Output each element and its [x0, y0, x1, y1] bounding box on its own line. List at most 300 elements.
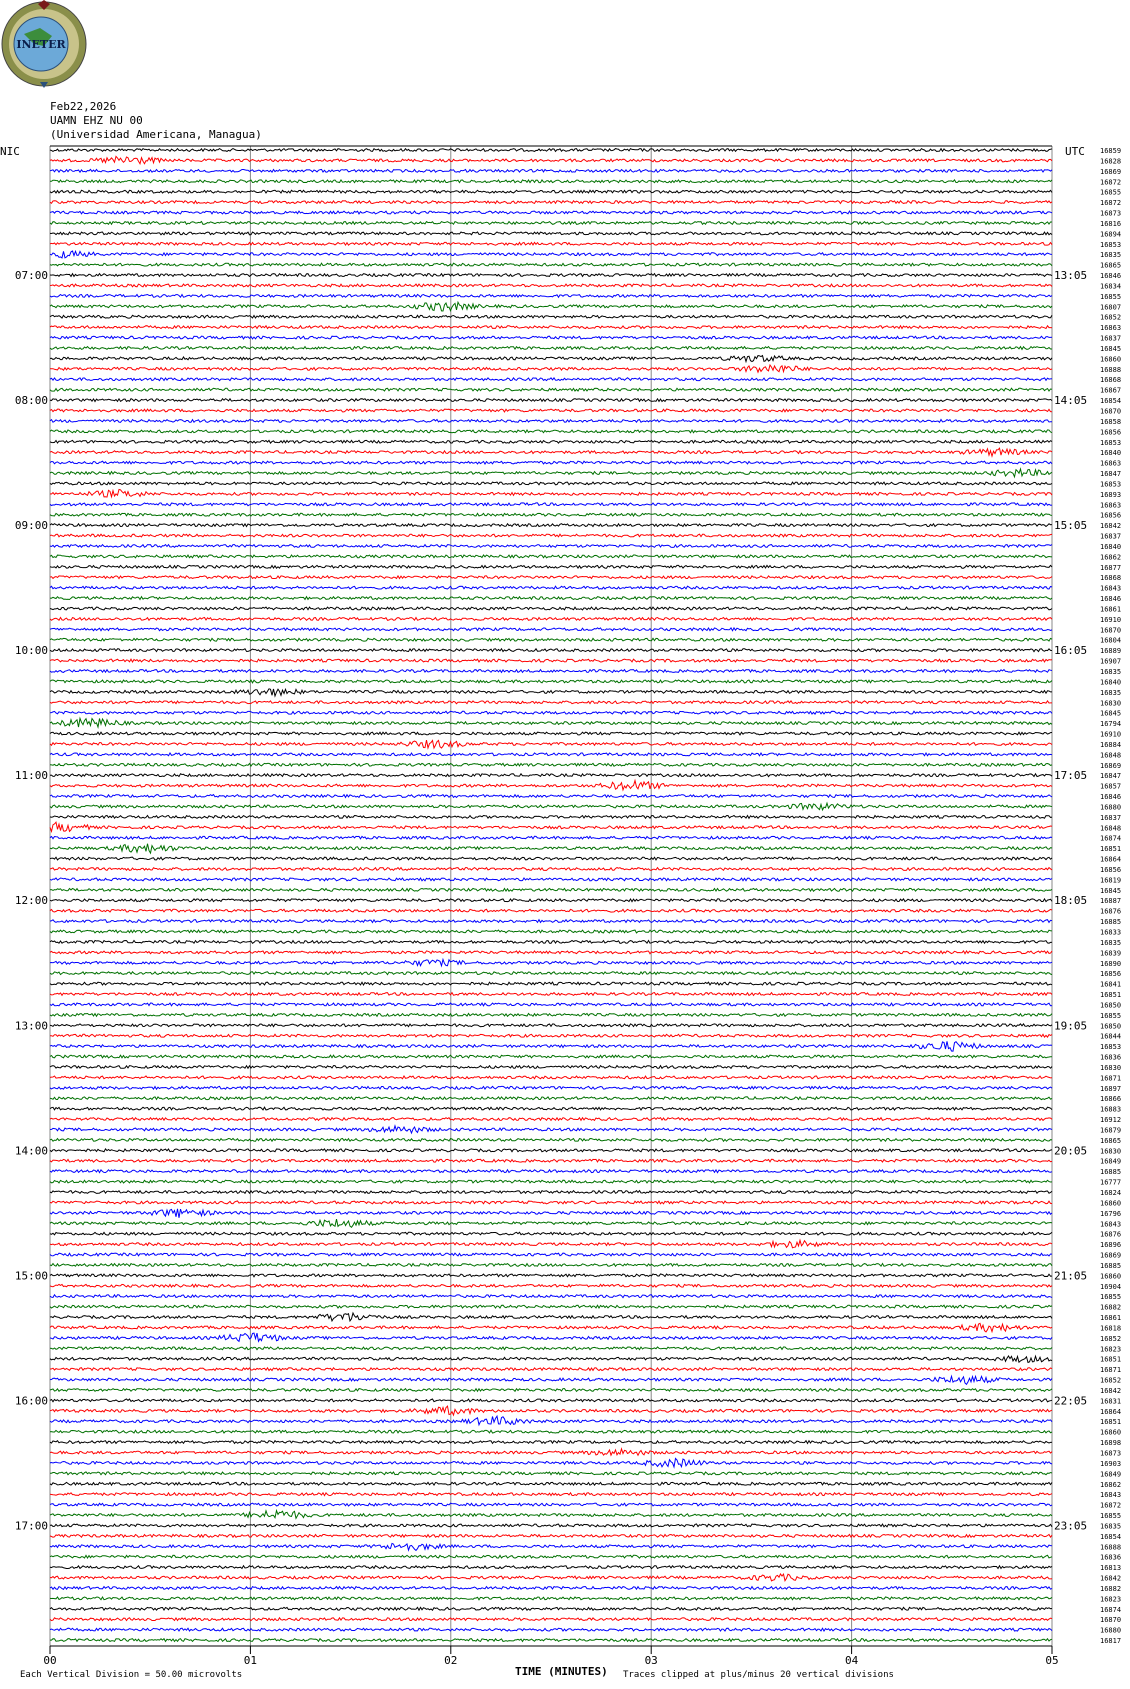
trace-amplitude-label: 16870 [1100, 407, 1122, 416]
trace-116 [50, 1347, 1052, 1350]
right-zone-label: UTC [1065, 145, 1085, 158]
trace-133 [50, 1524, 1052, 1527]
trace-amplitude-label: 16818 [1100, 1324, 1122, 1333]
trace-25 [50, 399, 1052, 402]
trace-amplitude-label: 16894 [1100, 230, 1122, 239]
trace-amplitude-label: 16856 [1100, 865, 1122, 874]
trace-amplitude-label: 16840 [1100, 678, 1122, 687]
trace-amplitude-label: 16885 [1100, 1261, 1122, 1270]
left-time-label: 17:00 [14, 1519, 48, 1533]
trace-amplitude-label: 16845 [1100, 709, 1122, 718]
right-time-label: 14:05 [1054, 394, 1088, 408]
right-time-label: 22:05 [1054, 1394, 1088, 1408]
trace-101 [50, 1191, 1052, 1194]
right-time-label: 18:05 [1054, 894, 1088, 908]
trace-39 [50, 545, 1052, 548]
trace-41 [50, 565, 1052, 568]
trace-amplitude-label: 16870 [1100, 626, 1122, 635]
trace-amplitude-label: 16842 [1100, 1574, 1122, 1583]
trace-amplitude-label: 16856 [1100, 970, 1122, 979]
trace-112 [50, 1305, 1052, 1308]
trace-85 [50, 1024, 1052, 1027]
x-tick-label-00: 00 [43, 1654, 57, 1668]
trace-amplitude-label: 16855 [1100, 1512, 1122, 1521]
trace-40 [50, 555, 1052, 558]
trace-51 [50, 670, 1052, 673]
trace-36 [50, 513, 1052, 516]
trace-amplitude-label: 16834 [1100, 282, 1122, 291]
trace-127 [50, 1458, 1052, 1467]
header-location: (Universidad Americana, Managua) [50, 128, 262, 141]
trace-amplitude-label: 16880 [1100, 1626, 1122, 1635]
trace-amplitude-label: 16896 [1100, 1241, 1122, 1250]
trace-amplitude-label: 16873 [1100, 1449, 1122, 1458]
trace-amplitude-label: 16835 [1100, 1522, 1122, 1531]
trace-143 [50, 1628, 1052, 1631]
trace-amplitude-label: 16843 [1100, 1220, 1122, 1229]
trace-amplitude-label: 16840 [1100, 449, 1122, 458]
trace-amplitude-label: 16903 [1100, 1459, 1122, 1468]
trace-37 [50, 524, 1052, 527]
trace-amplitude-label: 16851 [1100, 1355, 1122, 1364]
trace-amplitude-label: 16904 [1100, 1282, 1122, 1291]
trace-amplitude-label: 16837 [1100, 532, 1122, 541]
trace-30 [50, 448, 1052, 456]
x-tick-label-03: 03 [644, 1654, 658, 1668]
trace-52 [50, 680, 1052, 683]
left-time-label: 12:00 [14, 894, 48, 908]
trace-amplitude-label: 16842 [1100, 1386, 1122, 1395]
trace-111 [50, 1295, 1052, 1298]
trace-21 [50, 356, 1052, 362]
trace-89 [50, 1066, 1052, 1069]
trace-113 [50, 1313, 1052, 1321]
trace-100 [50, 1180, 1052, 1183]
trace-amplitude-label: 16844 [1100, 1032, 1122, 1041]
trace-amplitude-label: 16850 [1100, 1001, 1122, 1010]
trace-amplitude-label: 16880 [1100, 803, 1122, 812]
trace-124 [50, 1430, 1052, 1433]
trace-amplitude-label: 16831 [1100, 1397, 1122, 1406]
trace-amplitude-label: 16847 [1100, 772, 1122, 781]
trace-65 [50, 816, 1052, 819]
left-time-label: 10:00 [14, 644, 48, 658]
x-tick-label-04: 04 [844, 1654, 859, 1668]
trace-amplitude-label: 16864 [1100, 855, 1122, 864]
left-time-label: 07:00 [14, 269, 48, 283]
trace-amplitude-label: 16804 [1100, 636, 1122, 645]
trace-amplitude-label: 16866 [1100, 1095, 1122, 1104]
trace-amplitude-label: 16842 [1100, 522, 1122, 531]
trace-amplitude-label: 16855 [1100, 188, 1122, 197]
trace-amplitude-label: 16836 [1100, 1553, 1122, 1562]
trace-amplitude-label: 16890 [1100, 959, 1122, 968]
trace-amplitude-label: 16872 [1100, 1501, 1122, 1510]
trace-75 [50, 920, 1052, 923]
trace-141 [50, 1607, 1052, 1610]
trace-24 [50, 388, 1052, 391]
trace-26 [50, 409, 1052, 412]
trace-86 [50, 1034, 1052, 1037]
trace-amplitude-label: 16889 [1100, 647, 1122, 656]
trace-amplitude-label: 16845 [1100, 886, 1122, 895]
left-time-label: 16:00 [14, 1394, 48, 1408]
trace-amplitude-label: 16833 [1100, 928, 1122, 937]
trace-44 [50, 597, 1052, 600]
trace-amplitude-label: 16854 [1100, 1532, 1122, 1541]
trace-18 [50, 326, 1052, 329]
trace-amplitude-label: 16830 [1100, 1147, 1122, 1156]
trace-amplitude-label: 16912 [1100, 1116, 1122, 1125]
trace-amplitude-label: 16856 [1100, 428, 1122, 437]
trace-123 [50, 1416, 1052, 1425]
trace-120 [50, 1389, 1052, 1392]
trace-70 [50, 868, 1052, 871]
trace-144 [50, 1639, 1052, 1642]
trace-amplitude-label: 16823 [1100, 1595, 1122, 1604]
trace-140 [50, 1597, 1052, 1600]
trace-10 [50, 242, 1052, 245]
trace-71 [50, 878, 1052, 881]
trace-amplitude-label: 16848 [1100, 751, 1122, 760]
trace-8 [50, 222, 1052, 225]
trace-15 [50, 295, 1052, 298]
trace-amplitude-label: 16830 [1100, 699, 1122, 708]
x-tick-label-01: 01 [243, 1654, 258, 1668]
trace-amplitude-label: 16823 [1100, 1345, 1122, 1354]
left-time-label: 15:00 [14, 1269, 48, 1283]
trace-amplitude-label: 16863 [1100, 501, 1122, 510]
trace-91 [50, 1086, 1052, 1089]
trace-amplitude-label: 16885 [1100, 918, 1122, 927]
trace-amplitude-label: 16849 [1100, 1157, 1122, 1166]
trace-amplitude-label: 16854 [1100, 397, 1122, 406]
trace-53 [50, 689, 1052, 696]
trace-121 [50, 1399, 1052, 1402]
trace-34 [50, 490, 1052, 498]
trace-78 [50, 951, 1052, 954]
trace-amplitude-label: 16862 [1100, 553, 1122, 562]
trace-142 [50, 1618, 1052, 1621]
trace-amplitude-label: 16865 [1100, 261, 1122, 270]
trace-amplitude-label: 16860 [1100, 1272, 1122, 1281]
right-time-label: 20:05 [1054, 1144, 1088, 1158]
trace-amplitude-label: 16893 [1100, 490, 1122, 499]
trace-amplitude-label: 16850 [1100, 1022, 1122, 1031]
trace-136 [50, 1555, 1052, 1558]
trace-97 [50, 1149, 1052, 1152]
trace-19 [50, 336, 1052, 339]
trace-84 [50, 1014, 1052, 1017]
trace-12 [50, 263, 1052, 266]
trace-amplitude-label: 16777 [1100, 1178, 1122, 1187]
trace-amplitude-label: 16872 [1100, 199, 1122, 208]
trace-amplitude-label: 16837 [1100, 813, 1122, 822]
trace-69 [50, 857, 1052, 860]
trace-amplitude-label: 16855 [1100, 1011, 1122, 1020]
trace-amplitude-label: 16853 [1100, 240, 1122, 249]
trace-amplitude-label: 16869 [1100, 1251, 1122, 1260]
x-tick-label-05: 05 [1045, 1654, 1059, 1668]
trace-amplitude-label: 16882 [1100, 1303, 1122, 1312]
trace-129 [50, 1482, 1052, 1485]
trace-47 [50, 628, 1052, 631]
trace-5 [50, 190, 1052, 193]
trace-35 [50, 503, 1052, 506]
left-time-label: 14:00 [14, 1144, 48, 1158]
trace-amplitude-label: 16851 [1100, 1418, 1122, 1427]
trace-amplitude-label: 16846 [1100, 793, 1122, 802]
trace-amplitude-label: 16852 [1100, 313, 1122, 322]
scale-note: Each Vertical Division = 50.00 microvolts [20, 1670, 243, 1680]
trace-amplitude-label: 16851 [1100, 845, 1122, 854]
header-station: UAMN EHZ NU 00 [50, 114, 143, 127]
trace-amplitude-label: 16847 [1100, 470, 1122, 479]
trace-66 [50, 822, 1052, 831]
trace-amplitude-label: 16843 [1100, 584, 1122, 593]
trace-29 [50, 440, 1052, 443]
trace-amplitude-label: 16861 [1100, 605, 1122, 614]
trace-amplitude-label: 16887 [1100, 897, 1122, 906]
trace-32 [50, 469, 1052, 477]
trace-amplitude-label: 16859 [1100, 147, 1122, 155]
trace-amplitude-label: 16860 [1100, 355, 1122, 364]
trace-amplitude-label: 16857 [1100, 782, 1122, 791]
trace-87 [50, 1041, 1052, 1051]
trace-amplitude-label: 16888 [1100, 1543, 1122, 1552]
trace-amplitude-label: 16853 [1100, 438, 1122, 447]
trace-95 [50, 1126, 1052, 1133]
trace-3 [50, 169, 1052, 172]
trace-72 [50, 888, 1052, 891]
trace-109 [50, 1274, 1052, 1277]
trace-115 [50, 1333, 1052, 1341]
trace-amplitude-label: 16871 [1100, 1074, 1122, 1083]
trace-138 [50, 1574, 1052, 1581]
trace-80 [50, 972, 1052, 975]
trace-88 [50, 1055, 1052, 1058]
trace-79 [50, 960, 1052, 966]
trace-56 [50, 718, 1052, 727]
trace-amplitude-label: 16848 [1100, 824, 1122, 833]
trace-28 [50, 430, 1052, 433]
trace-amplitude-label: 16858 [1100, 417, 1122, 426]
trace-77 [50, 941, 1052, 944]
right-time-label: 16:05 [1054, 644, 1088, 658]
trace-amplitude-label: 16819 [1100, 876, 1122, 885]
right-time-label: 15:05 [1054, 519, 1088, 533]
x-tick-label-02: 02 [444, 1654, 458, 1668]
left-time-label: 08:00 [14, 394, 48, 408]
trace-33 [50, 482, 1052, 485]
left-zone-label: NIC [0, 145, 20, 158]
trace-amplitude-label: 16910 [1100, 730, 1122, 739]
trace-amplitude-label: 16853 [1100, 480, 1122, 489]
trace-17 [50, 315, 1052, 318]
trace-73 [50, 899, 1052, 902]
trace-amplitude-label: 16882 [1100, 1584, 1122, 1593]
trace-amplitude-label: 16807 [1100, 303, 1122, 312]
trace-55 [50, 711, 1052, 714]
trace-amplitude-label: 16868 [1100, 574, 1122, 583]
trace-131 [50, 1503, 1052, 1506]
trace-108 [50, 1264, 1052, 1267]
trace-amplitude-label: 16839 [1100, 949, 1122, 958]
trace-amplitude-label: 16840 [1100, 542, 1122, 551]
trace-amplitude-label: 16879 [1100, 1126, 1122, 1135]
trace-82 [50, 993, 1052, 996]
trace-20 [50, 347, 1052, 350]
right-time-label: 21:05 [1054, 1269, 1088, 1283]
trace-amplitude-label: 16852 [1100, 1334, 1122, 1343]
x-axis-label: TIME (MINUTES) [515, 1665, 608, 1678]
trace-74 [50, 909, 1052, 912]
trace-amplitude-label: 16862 [1100, 1480, 1122, 1489]
trace-amplitude-label: 16851 [1100, 991, 1122, 1000]
trace-96 [50, 1139, 1052, 1142]
trace-amplitude-label: 16876 [1100, 907, 1122, 916]
trace-118 [50, 1368, 1052, 1371]
trace-amplitude-label: 16869 [1100, 761, 1122, 770]
trace-110 [50, 1284, 1052, 1287]
left-time-label: 13:00 [14, 1019, 48, 1033]
trace-2 [50, 156, 1052, 163]
trace-45 [50, 607, 1052, 610]
trace-119 [50, 1376, 1052, 1384]
trace-59 [50, 753, 1052, 756]
trace-16 [50, 302, 1052, 311]
trace-93 [50, 1107, 1052, 1110]
trace-amplitude-label: 16835 [1100, 251, 1122, 260]
trace-130 [50, 1493, 1052, 1496]
header-date: Feb22,2026 [50, 100, 117, 113]
trace-amplitude-label: 16874 [1100, 834, 1122, 843]
trace-22 [50, 365, 1052, 372]
logo-text: INETER [16, 38, 66, 51]
trace-98 [50, 1159, 1052, 1162]
trace-amplitude-label: 16837 [1100, 334, 1122, 343]
trace-42 [50, 576, 1052, 579]
trace-6 [50, 201, 1052, 204]
trace-128 [50, 1472, 1052, 1475]
trace-amplitude-label: 16860 [1100, 1199, 1122, 1208]
trace-4 [50, 180, 1052, 183]
trace-94 [50, 1118, 1052, 1121]
trace-amplitude-label: 16852 [1100, 1376, 1122, 1385]
trace-92 [50, 1097, 1052, 1100]
trace-67 [50, 836, 1052, 839]
trace-amplitude-label: 16861 [1100, 1314, 1122, 1323]
trace-61 [50, 774, 1052, 777]
trace-amplitude-label: 16897 [1100, 1084, 1122, 1093]
trace-amplitude-label: 16907 [1100, 657, 1122, 666]
trace-107 [50, 1253, 1052, 1256]
trace-27 [50, 420, 1052, 423]
trace-amplitude-label: 16872 [1100, 178, 1122, 187]
trace-135 [50, 1543, 1052, 1550]
trace-62 [50, 781, 1052, 790]
trace-134 [50, 1535, 1052, 1538]
trace-132 [50, 1511, 1052, 1519]
trace-amplitude-label: 16883 [1100, 1105, 1122, 1114]
trace-99 [50, 1170, 1052, 1173]
trace-amplitude-label: 16870 [1100, 1616, 1122, 1625]
trace-106 [50, 1240, 1052, 1248]
trace-11 [50, 251, 1052, 258]
trace-amplitude-label: 16817 [1100, 1637, 1122, 1646]
trace-amplitude-label: 16813 [1100, 1564, 1122, 1573]
trace-amplitude-label: 16830 [1100, 1063, 1122, 1072]
trace-117 [50, 1356, 1052, 1363]
trace-9 [50, 232, 1052, 235]
trace-amplitude-label: 16828 [1100, 157, 1122, 166]
trace-amplitude-label: 16877 [1100, 563, 1122, 572]
trace-amplitude-label: 16824 [1100, 1189, 1122, 1197]
trace-49 [50, 649, 1052, 652]
trace-103 [50, 1209, 1052, 1218]
trace-48 [50, 638, 1052, 641]
trace-amplitude-label: 16836 [1100, 1053, 1122, 1062]
trace-68 [50, 844, 1052, 853]
trace-1 [50, 149, 1052, 152]
trace-amplitude-label: 16794 [1100, 720, 1122, 729]
right-time-label: 13:05 [1054, 269, 1088, 283]
trace-amplitude-label: 16856 [1100, 511, 1122, 520]
trace-54 [50, 701, 1052, 704]
trace-64 [50, 803, 1052, 810]
right-time-label: 19:05 [1054, 1019, 1088, 1033]
trace-46 [50, 618, 1052, 621]
right-time-label: 23:05 [1054, 1519, 1088, 1533]
trace-amplitude-label: 16910 [1100, 615, 1122, 624]
trace-13 [50, 274, 1052, 277]
trace-38 [50, 534, 1052, 537]
trace-23 [50, 378, 1052, 381]
trace-104 [50, 1219, 1052, 1227]
right-time-label: 17:05 [1054, 769, 1088, 783]
trace-amplitude-label: 16869 [1100, 167, 1122, 176]
trace-amplitude-label: 16846 [1100, 595, 1122, 604]
trace-14 [50, 284, 1052, 287]
trace-amplitude-label: 16873 [1100, 209, 1122, 218]
trace-amplitude-label: 16871 [1100, 1366, 1122, 1375]
trace-31 [50, 461, 1052, 464]
trace-amplitude-label: 16849 [1100, 1470, 1122, 1479]
trace-83 [50, 1003, 1052, 1006]
trace-63 [50, 795, 1052, 798]
seismic-traces [50, 149, 1052, 1642]
trace-90 [50, 1076, 1052, 1079]
trace-105 [50, 1232, 1052, 1235]
trace-126 [50, 1449, 1052, 1456]
trace-amplitude-label: 16874 [1100, 1605, 1122, 1614]
trace-60 [50, 763, 1052, 766]
trace-amplitude-label: 16876 [1100, 1230, 1122, 1239]
trace-amplitude-label: 16835 [1100, 668, 1122, 676]
trace-amplitude-label: 16885 [1100, 1168, 1122, 1177]
trace-amplitude-label: 16853 [1100, 1043, 1122, 1052]
trace-81 [50, 982, 1052, 985]
trace-122 [50, 1406, 1052, 1415]
axis-labels [0, 145, 1121, 1667]
trace-50 [50, 659, 1052, 662]
trace-139 [50, 1587, 1052, 1590]
trace-114 [50, 1323, 1052, 1332]
trace-amplitude-label: 16845 [1100, 344, 1122, 353]
trace-7 [50, 211, 1052, 214]
trace-amplitude-label: 16855 [1100, 1293, 1122, 1302]
trace-43 [50, 586, 1052, 589]
